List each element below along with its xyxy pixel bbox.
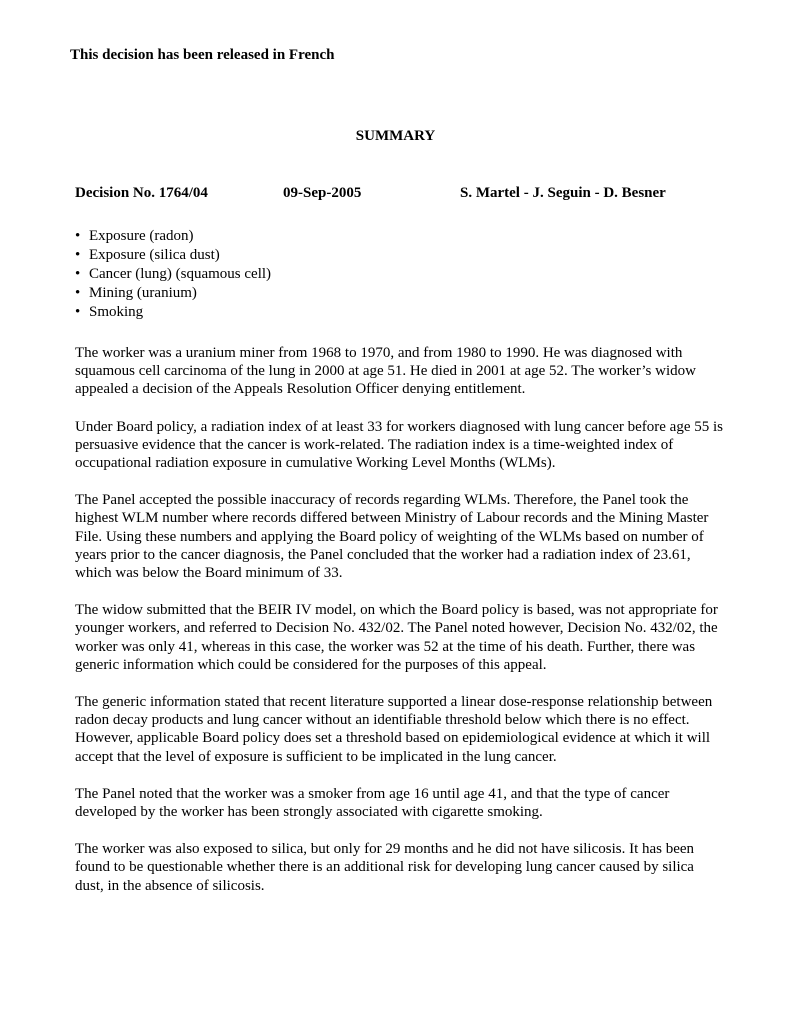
summary-body <box>75 344 725 914</box>
keyword-item <box>75 303 271 322</box>
bullet-icon: • <box>75 247 81 263</box>
paragraph: The widow submitted that the BEIR IV model, on which the Board policy is based, was not appropriate for younger workers, and referred to Decision No. 432/02. The Panel noted however, Decision No. 432/02, the worker was only 41, whereas in this case, the worker was 52 at the time of his death. Further, there was generic information which could be considered for the purposes of this appeal. <box>75 602 718 673</box>
keyword-label: Cancer (lung) (squamous cell) <box>89 266 272 282</box>
bullet-icon: • <box>75 228 81 244</box>
keyword-item <box>75 227 271 246</box>
bullet-icon: • <box>75 266 81 282</box>
summary-title: SUMMARY <box>355 128 436 144</box>
paragraph: Under Board policy, a radiation index of at least 33 for workers diagnosed with lung cancer before age 55 is persuasive evidence that the cancer is work-related. The radiation index is a time-weighted index of occupational radiation exposure in cumulative Working Level Months (WLMs). <box>75 418 723 472</box>
paragraph: The Panel noted that the worker was a smoker from age 16 until age 41, and that the type of cancer developed by the worker has been strongly associated with cigarette smoking. <box>75 785 670 821</box>
paragraph: The generic information stated that recent literature supported a linear dose-response relationship between radon decay products and lung cancer without an identifiable threshold below which there is no effect. However, applicable Board policy does set a threshold based on epidemiological evidence at which it will accept that the level of exposure is sufficient to be implicated in the lung cancer. <box>75 694 713 765</box>
keyword-label: Exposure (silica dust) <box>89 247 220 263</box>
bullet-icon: • <box>75 304 81 320</box>
keyword-item <box>75 265 271 284</box>
keyword-list <box>75 227 271 322</box>
decision-number: Decision No. 1764/04 <box>75 185 208 201</box>
keyword-label: Smoking <box>89 304 144 320</box>
language-notice: This decision has been released in French <box>70 47 335 63</box>
keyword-label: Exposure (radon) <box>89 228 194 244</box>
keyword-item <box>75 284 271 303</box>
panel-members: S. Martel - J. Seguin - D. Besner <box>460 185 666 201</box>
bullet-icon: • <box>75 285 81 301</box>
paragraph: The worker was also exposed to silica, but only for 29 months and he did not have silicosis. It has been found to be questionable whether there is an additional risk for developing lung cancer caused by silica dust, in the absence of silicosis. <box>75 841 695 894</box>
paragraph: The worker was a uranium miner from 1968 to 1970, and from 1980 to 1990. He was diagnosed with squamous cell carcinoma of the lung in 2000 at age 51. He died in 2001 at age 52. The worker’s widow appealed a decision of the Appeals Resolution Officer denying entitlement. <box>75 345 696 398</box>
decision-date: 09-Sep-2005 <box>283 185 362 201</box>
paragraph: The Panel accepted the possible inaccuracy of records regarding WLMs. Therefore, the Panel took the highest WLM number where records differed between Ministry of Labour records and the Mining Master File. Using these numbers and applying the Board policy of weighting of the WLMs based on number of years prior to the cancer diagnosis, the Panel concluded that the worker had a radiation index of 23.61, which was below the Board minimum of 33. <box>75 492 709 582</box>
keyword-item <box>75 246 271 265</box>
keyword-label: Mining (uranium) <box>89 285 197 301</box>
decision-info-row <box>75 185 725 205</box>
